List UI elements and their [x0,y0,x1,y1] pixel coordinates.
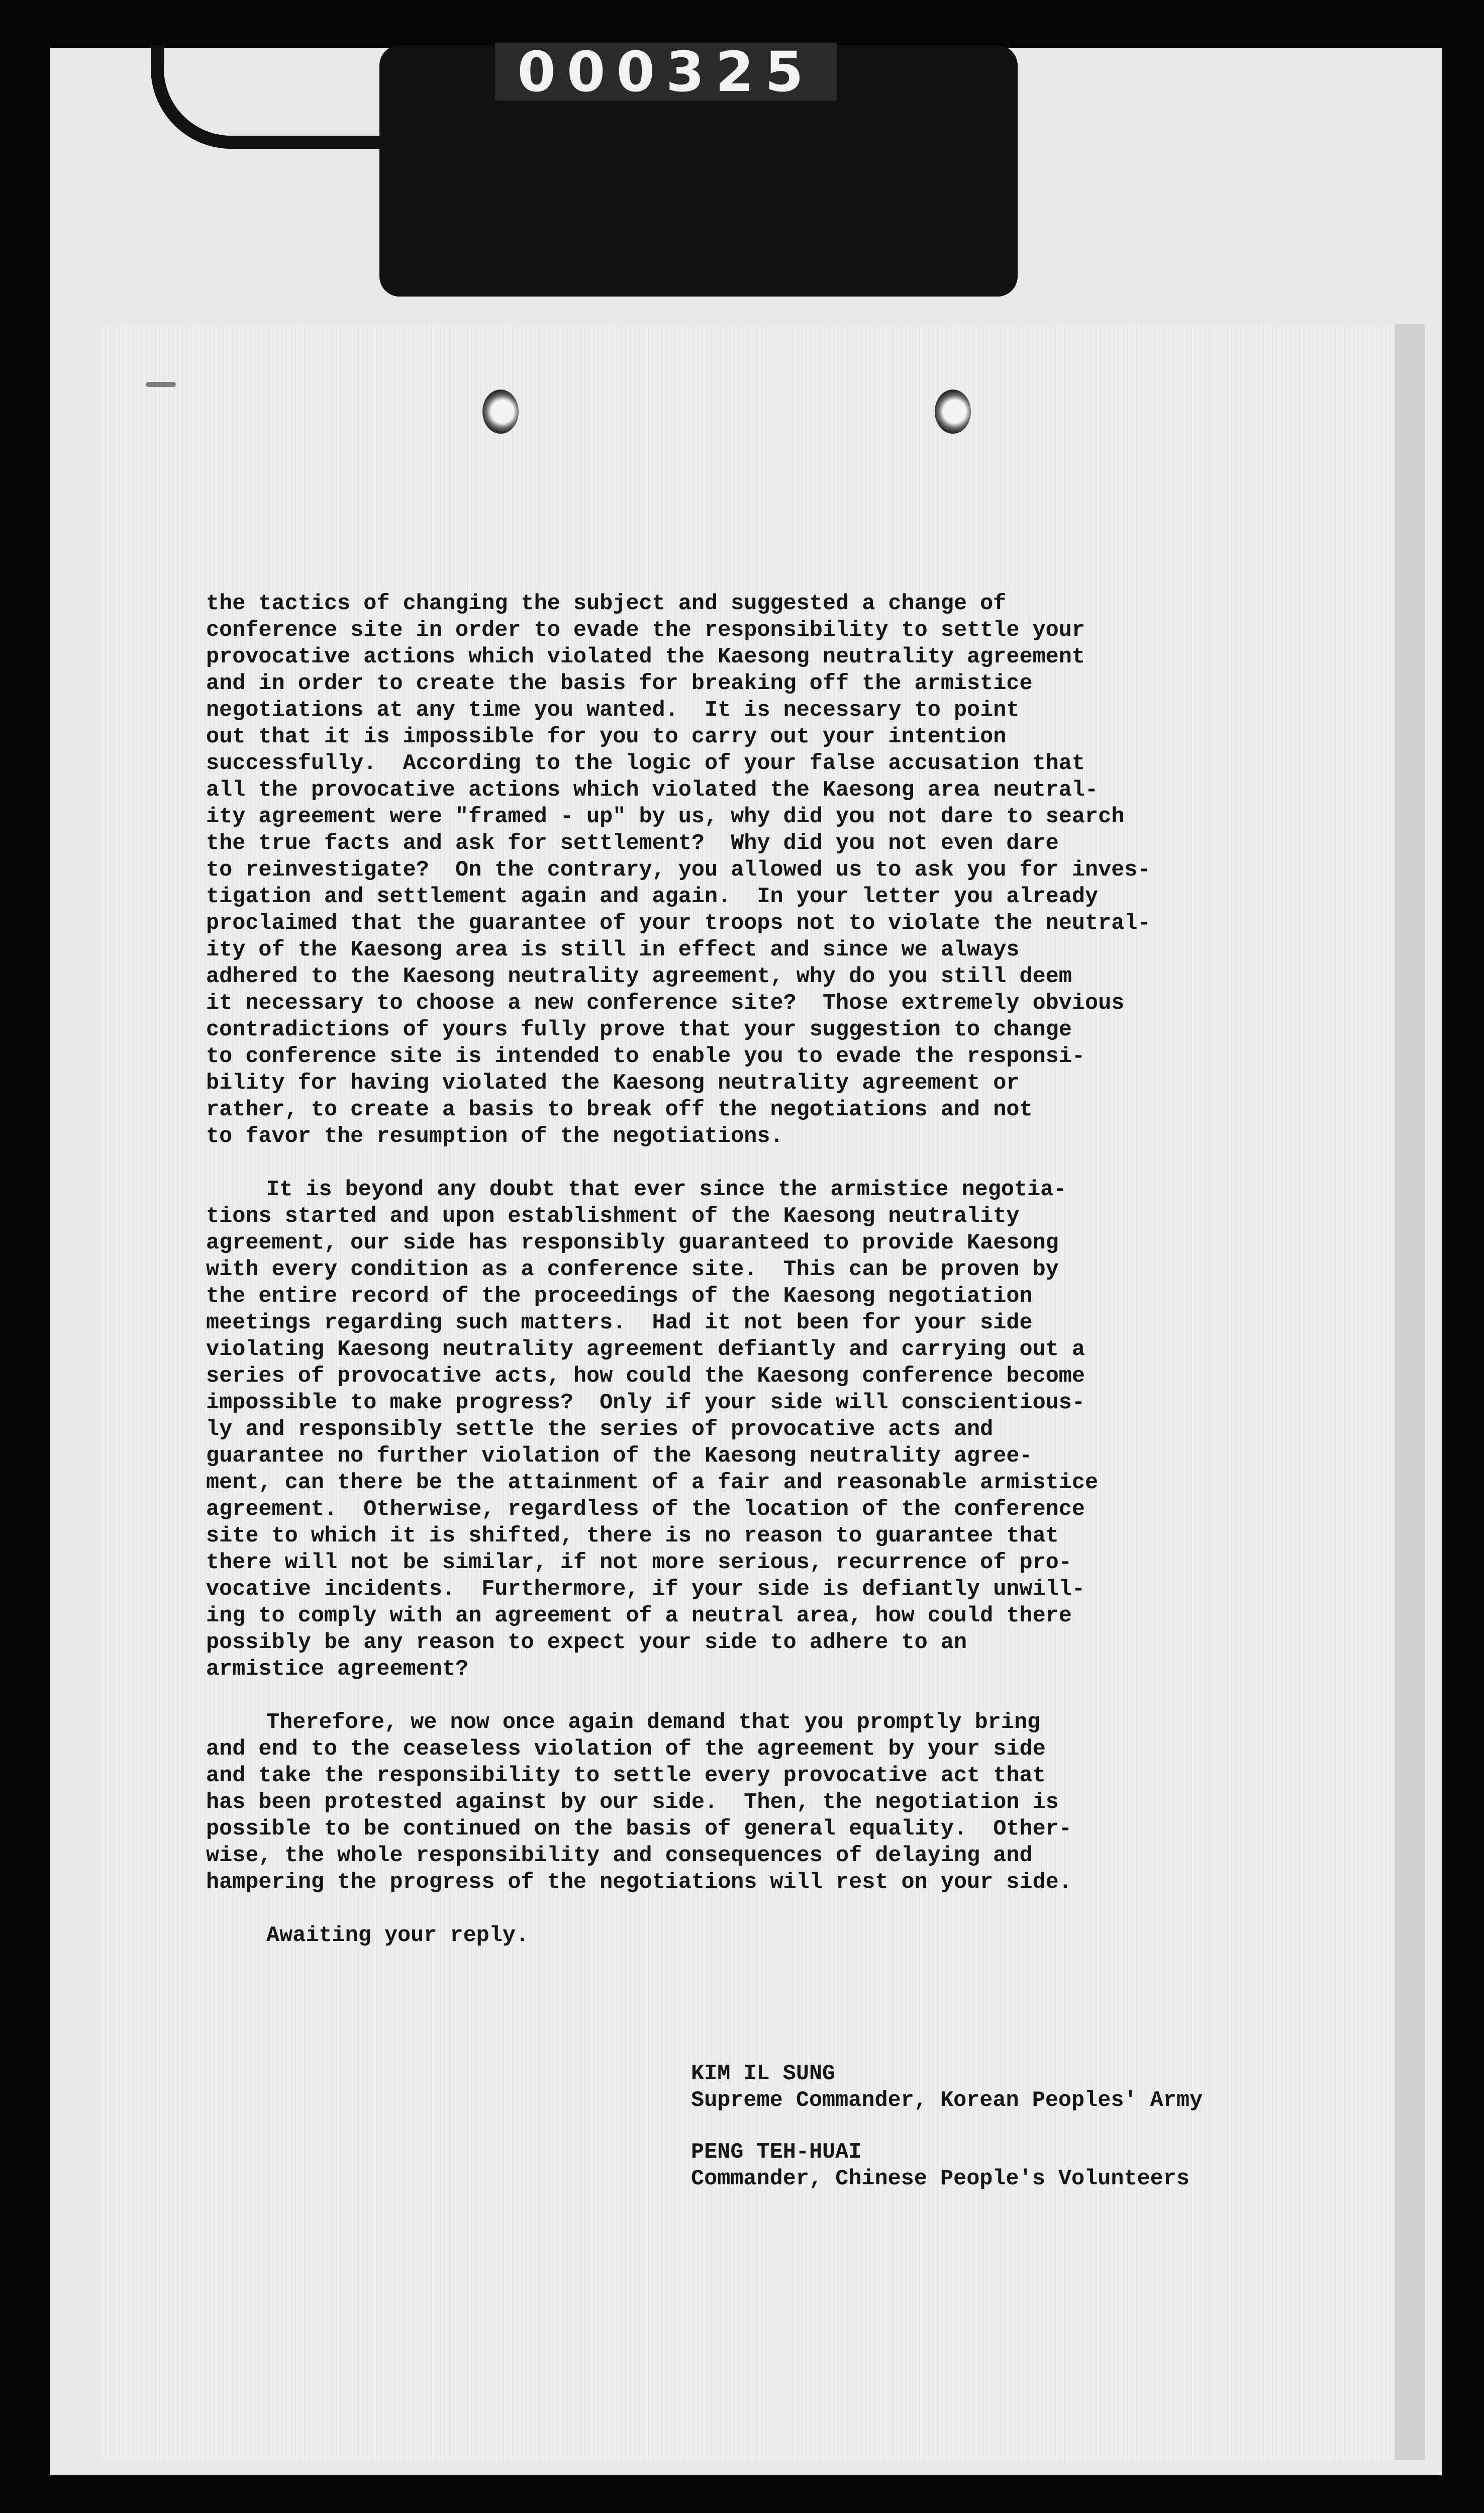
text-line: has been protested against by our side. Then, the negotiation is [206,1790,1059,1815]
signatory-title: Supreme Commander, Korean Peoples' Army [691,2088,1203,2113]
text-line: contradictions of yours fully prove that your suggestion to change [206,1018,1072,1042]
document-page [101,324,1395,2460]
signature-block [691,2061,1395,2192]
text-line: meetings regarding such matters. Had it not been for your side [206,1311,1033,1335]
text-line: the tactics of changing the subject and suggested a change of [206,592,1007,616]
text-line: vocative incidents. Furthermore, if your side is defiantly unwill- [206,1577,1085,1602]
text-line: rather, to create a basis to break off the negotiations and not [206,1098,1033,1122]
text-line: the entire record of the proceedings of the Kaesong negotiation [206,1284,1033,1309]
text-line: ity of the Kaesong area is still in effect and since we always [206,938,1020,962]
signatory-name: PENG TEH-HUAI [691,2140,862,2165]
signatory-name: KIM IL SUNG [691,2062,836,2086]
text-line: tions started and upon establishment of the Kaesong neutrality [206,1204,1020,1229]
text-line: to favor the resumption of the negotiations. [206,1124,783,1149]
text-line: negotiations at any time you wanted. It is necessary to point [206,698,1020,723]
letter-body [206,591,1362,1949]
paragraph-gap [206,1896,1362,1922]
punch-hole-right [935,390,971,434]
text-line: series of provocative acts, how could the Kaesong conference become [206,1364,1085,1389]
text-line: agreement. Otherwise, regardless of the location of the conference [206,1497,1085,1522]
text-line: ly and responsibly settle the series of provocative acts and [206,1417,994,1442]
text-line: hampering the progress of the negotiations will rest on your side. [206,1870,1072,1895]
text-line: wise, the whole responsibility and consequences of delaying and [206,1844,1033,1868]
paragraph [206,1922,1362,1949]
text-line: with every condition as a conference site. This can be proven by [206,1258,1059,1282]
text-line: ity agreement were "framed - up" by us, why did you not dare to search [206,805,1125,829]
text-line: violating Kaesong neutrality agreement defiantly and carrying out a [206,1337,1085,1362]
punch-hole-left [482,390,519,434]
text-line: armistice agreement? [206,1657,469,1682]
paragraph [206,1709,1362,1896]
text-line: and end to the ceaseless violation of the agreement by your side [206,1737,1046,1762]
text-line: ing to comply with an agreement of a neutral area, how could there [206,1604,1072,1628]
signatory-title: Commander, Chinese People's Volunteers [691,2167,1190,2191]
text-line: possible to be continued on the basis of general equality. Other- [206,1817,1072,1842]
text-line: Awaiting your reply. [266,1923,529,1948]
paragraph-gap [206,1683,1362,1709]
paragraph [206,1177,1362,1683]
text-line: adhered to the Kaesong neutrality agreement, why do you still deem [206,964,1072,989]
text-line: the true facts and ask for settlement? Why did you not even dare [206,831,1059,856]
text-line: possibly be any reason to expect your side to adhere to an [206,1630,967,1655]
text-line: It is beyond any doubt that ever since the armistice negotia- [266,1178,1067,1202]
text-line: provocative actions which violated the Kaesong neutrality agreement [206,645,1085,669]
text-line: to reinvestigate? On the contrary, you allowed us to ask you for inves- [206,858,1151,883]
text-line: tigation and settlement again and again. In your letter you already [206,885,1099,909]
ink-smudge [146,382,176,387]
text-line: impossible to make progress? Only if your side will conscientious- [206,1391,1085,1415]
text-line: and in order to create the basis for breaking off the armistice [206,671,1033,696]
text-line: to conference site is intended to enable you to evade the responsi- [206,1044,1085,1069]
text-line: successfully. According to the logic of your false accusation that [206,751,1085,776]
text-line: guarantee no further violation of the Kaesong neutrality agree- [206,1444,1033,1469]
paragraph [206,591,1362,1150]
frame-counter: 000325 [495,43,837,101]
paragraph-gap [206,1150,1362,1177]
text-line: all the provocative actions which violated the Kaesong area neutral- [206,778,1099,803]
text-line: and take the responsibility to settle every provocative act that [206,1764,1046,1788]
text-line: site to which it is shifted, there is no reason to guarantee that [206,1524,1059,1549]
text-line: out that it is impossible for you to carry out your intention [206,725,1007,749]
text-line: bility for having violated the Kaesong neutrality agreement or [206,1071,1020,1096]
text-line: there will not be similar, if not more serious, recurrence of pro- [206,1551,1072,1575]
text-line: ment, can there be the attainment of a fair and reasonable armistice [206,1471,1099,1495]
text-line: it necessary to choose a new conference site? Those extremely obvious [206,991,1125,1016]
text-line: Therefore, we now once again demand that you promptly bring [266,1710,1041,1735]
text-line: proclaimed that the guarantee of your troops not to violate the neutral- [206,911,1151,936]
text-line: agreement, our side has responsibly guaranteed to provide Kaesong [206,1231,1059,1255]
text-line: conference site in order to evade the responsibility to settle your [206,618,1085,643]
